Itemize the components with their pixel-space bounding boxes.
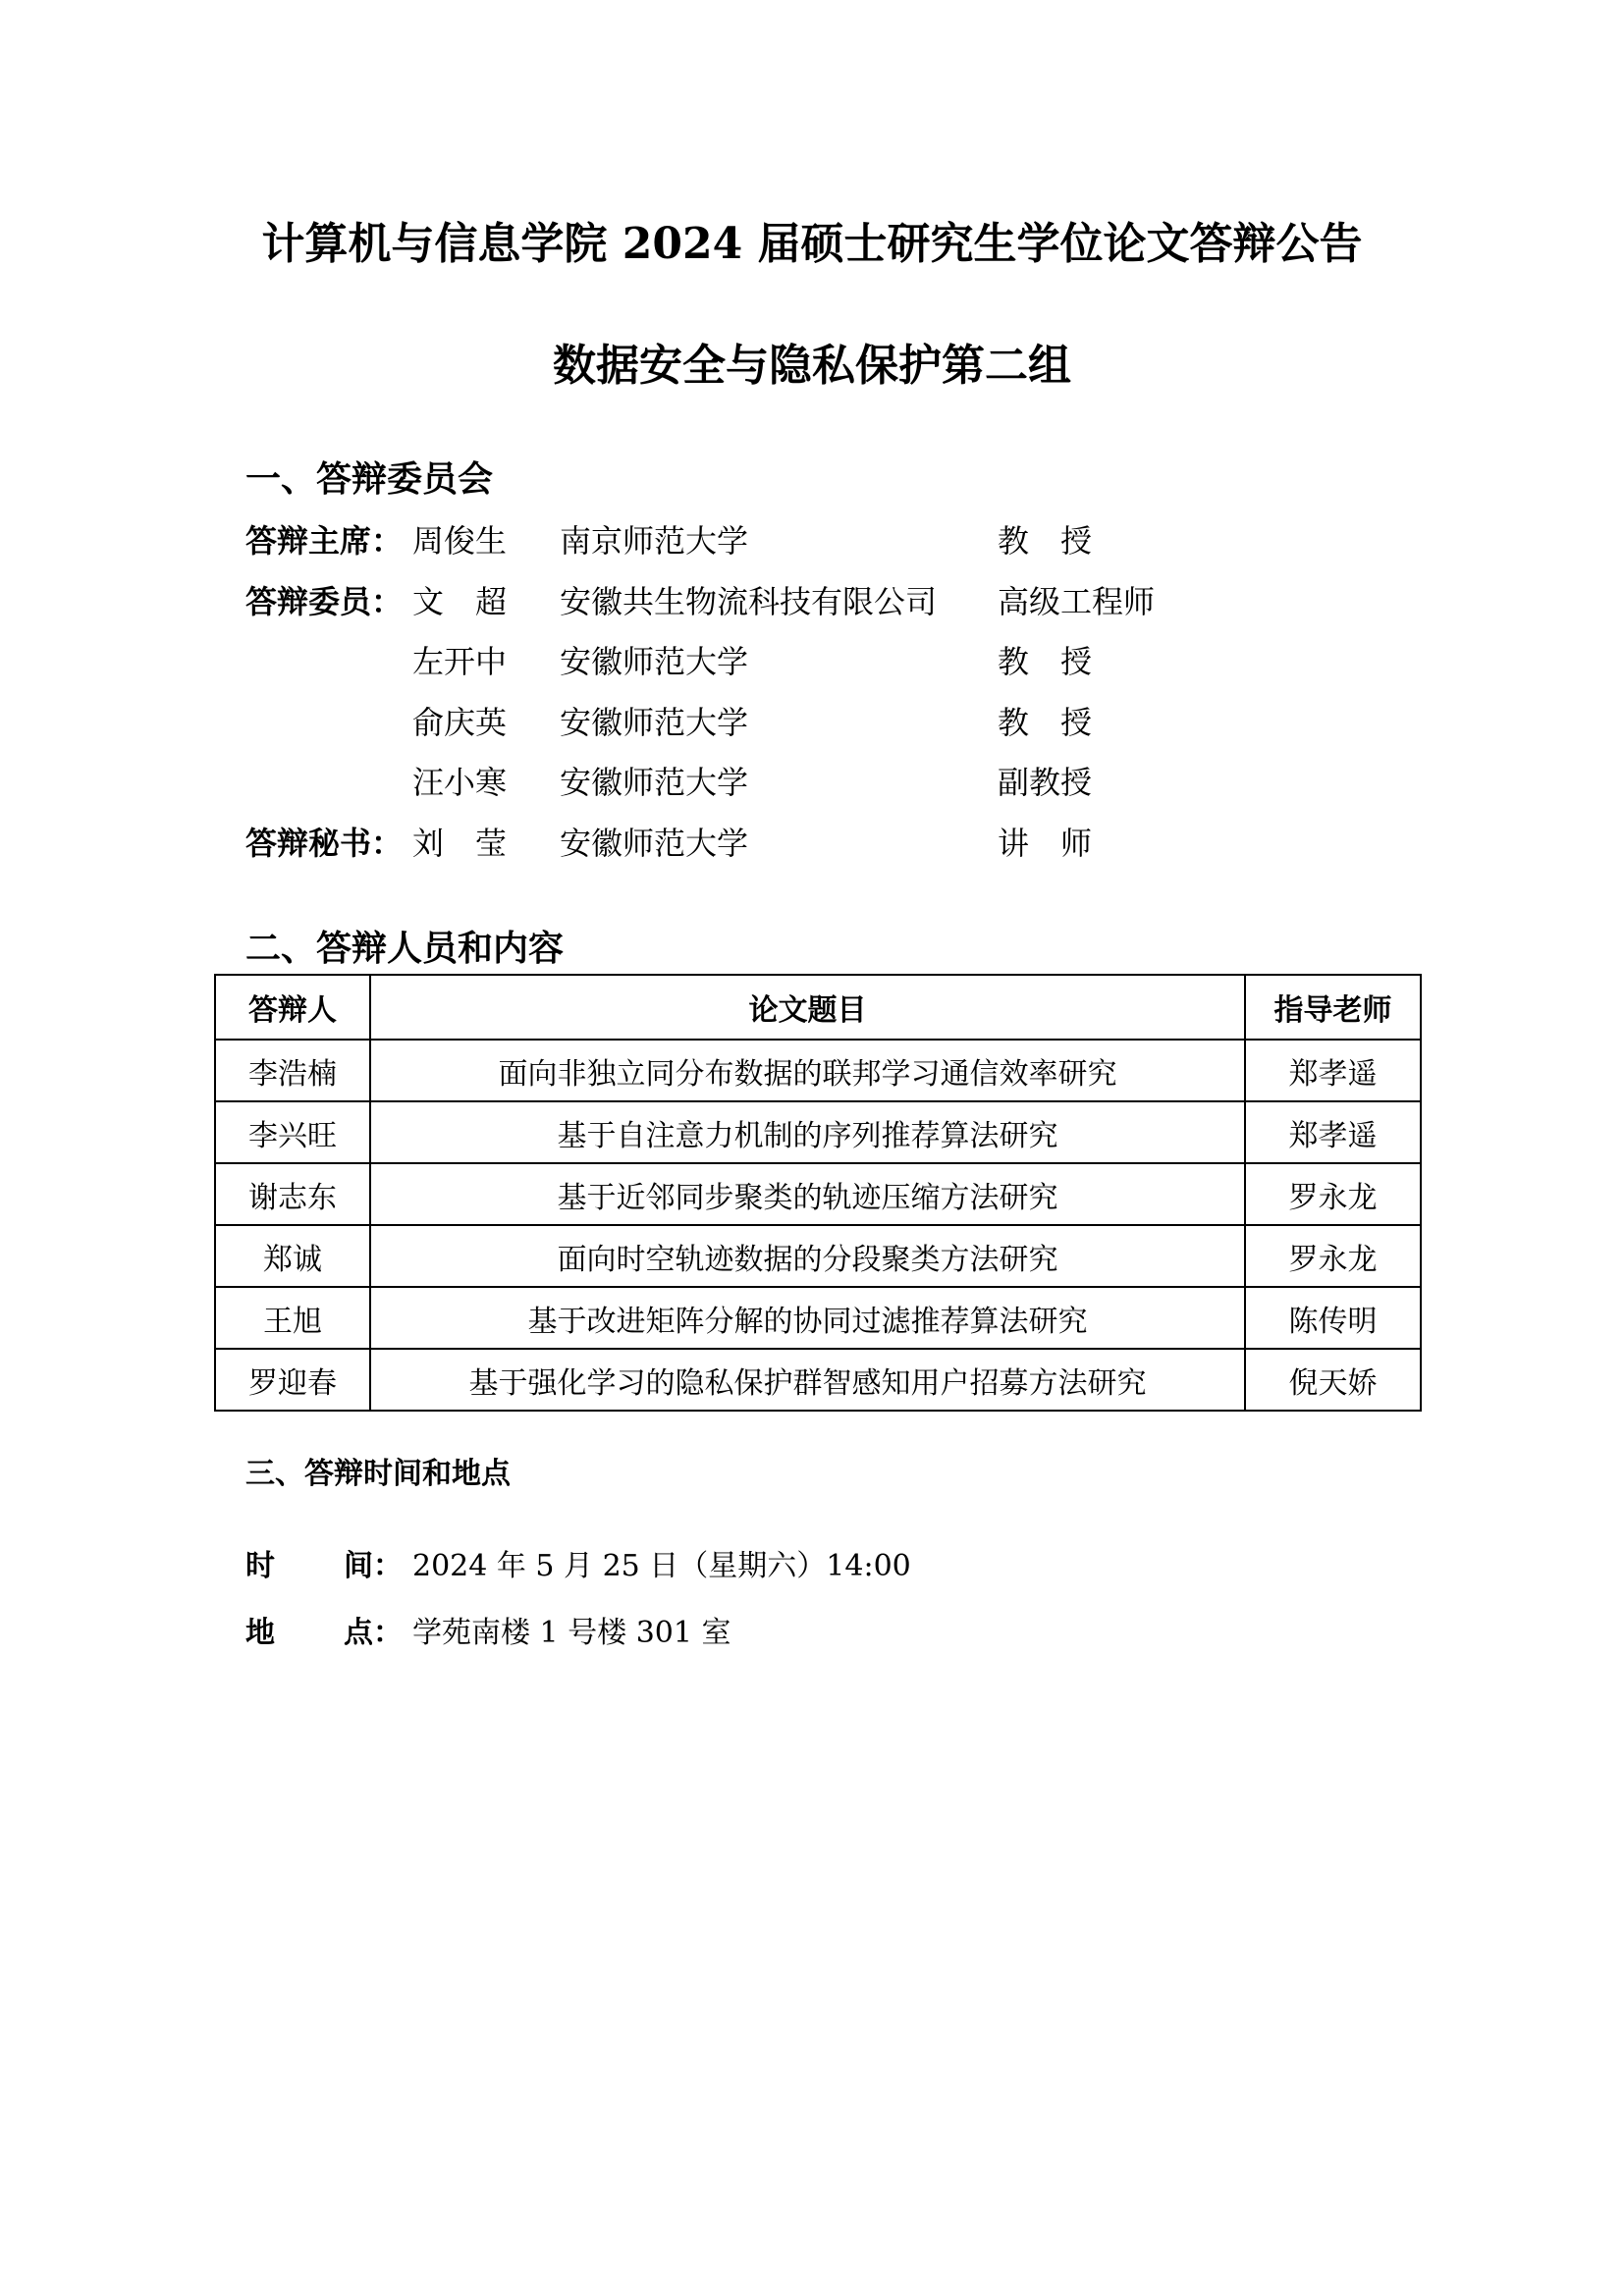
committee-org: 安徽师范大学 (560, 643, 749, 680)
advisor-cell: 罗永龙 (1245, 1163, 1421, 1225)
student-cell: 李浩楠 (215, 1040, 370, 1101)
advisor-cell: 郑孝遥 (1245, 1101, 1421, 1163)
column-header-topic: 论文题目 (370, 975, 1245, 1040)
committee-role: 答辩委员： (245, 583, 404, 620)
committee-org: 安徽师范大学 (560, 704, 749, 741)
topic-cell: 基于近邻同步聚类的轨迹压缩方法研究 (370, 1163, 1245, 1225)
committee-title: 讲 师 (998, 825, 1093, 862)
table-header-row (215, 975, 1421, 1040)
student-cell: 郑诚 (215, 1225, 370, 1287)
topic-cell: 基于强化学习的隐私保护群智感知用户招募方法研究 (370, 1349, 1245, 1411)
student-cell: 李兴旺 (215, 1101, 370, 1163)
committee-name: 俞庆英 (412, 704, 508, 741)
table-row (215, 1287, 1421, 1349)
committee-title: 教 授 (998, 522, 1093, 560)
committee-title: 教 授 (998, 643, 1093, 680)
topic-cell: 面向非独立同分布数据的联邦学习通信效率研究 (370, 1040, 1245, 1101)
student-cell: 罗迎春 (215, 1349, 370, 1411)
committee-org: 南京师范大学 (560, 522, 749, 560)
student-cell: 谢志东 (215, 1163, 370, 1225)
committee-org: 安徽共生物流科技有限公司 (560, 583, 938, 620)
committee-name: 周俊生 (412, 522, 508, 560)
time-label (245, 1541, 412, 1584)
section-heading-defense-content: 二、答辩人员和内容 (245, 928, 565, 969)
committee-org: 安徽师范大学 (560, 764, 749, 801)
section-heading-time-place: 三、答辩时间和地点 (245, 1457, 511, 1491)
defense-place (245, 1608, 731, 1651)
committee-name: 左开中 (412, 643, 508, 680)
committee-name: 文 超 (412, 583, 508, 620)
topic-cell: 基于改进矩阵分解的协同过滤推荐算法研究 (370, 1287, 1245, 1349)
table-row (215, 1040, 1421, 1101)
committee-role: 答辩主席： (245, 522, 404, 560)
place-value: 学苑南楼 1 号楼 301 室 (412, 1616, 731, 1650)
committee-role: 答辩秘书： (245, 825, 404, 862)
advisor-cell: 陈传明 (1245, 1287, 1421, 1349)
time-value: 2024 年 5 月 25 日（星期六）14:00 (412, 1549, 911, 1583)
advisor-cell: 倪天娇 (1245, 1349, 1421, 1411)
student-cell: 王旭 (215, 1287, 370, 1349)
document-title: 计算机与信息学院 2024 届硕士研究生学位论文答辩公告 (261, 219, 1363, 269)
topic-cell: 基于自注意力机制的序列推荐算法研究 (370, 1101, 1245, 1163)
place-label-a: 地 (245, 1616, 275, 1650)
table-row (215, 1101, 1421, 1163)
place-label-b: 点： (344, 1616, 403, 1650)
committee-title: 高级工程师 (998, 583, 1156, 620)
time-label-a: 时 (245, 1549, 275, 1583)
column-header-student: 答辩人 (215, 975, 370, 1040)
time-label-b: 间： (344, 1549, 403, 1583)
committee-title: 教 授 (998, 704, 1093, 741)
table-row (215, 1163, 1421, 1225)
place-label (245, 1608, 412, 1651)
committee-title: 副教授 (998, 764, 1093, 801)
committee-name: 刘 莹 (412, 825, 508, 862)
advisor-cell: 罗永龙 (1245, 1225, 1421, 1287)
committee-org: 安徽师范大学 (560, 825, 749, 862)
section-heading-committee: 一、答辩委员会 (245, 458, 494, 500)
table-row (215, 1225, 1421, 1287)
column-header-advisor: 指导老师 (1245, 975, 1421, 1040)
defense-table (214, 974, 1422, 1412)
topic-cell: 面向时空轨迹数据的分段聚类方法研究 (370, 1225, 1245, 1287)
advisor-cell: 郑孝遥 (1245, 1040, 1421, 1101)
committee-name: 汪小寒 (412, 764, 508, 801)
table-row (215, 1349, 1421, 1411)
document-subtitle: 数据安全与隐私保护第二组 (553, 341, 1071, 391)
defense-time (245, 1541, 911, 1584)
